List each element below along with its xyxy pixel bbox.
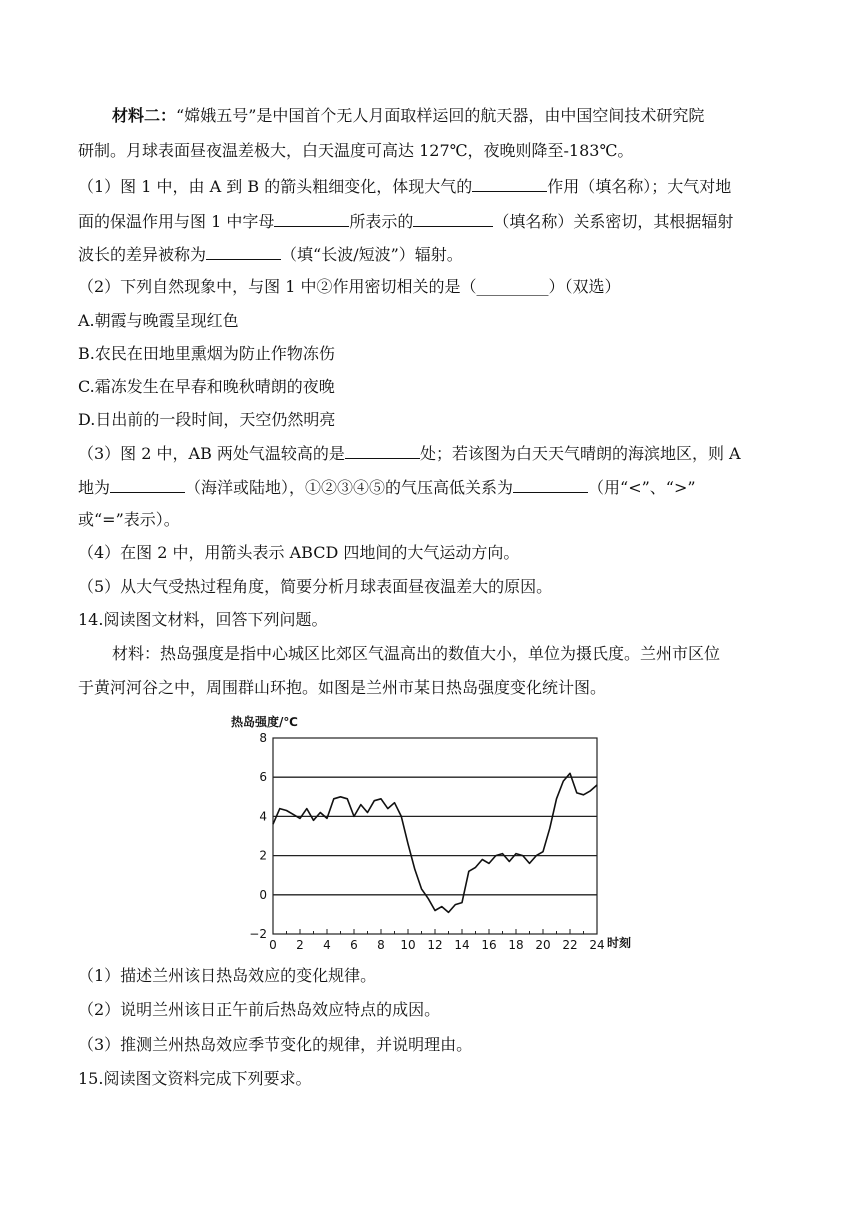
q3-line3: 或“=”表示）。 — [78, 510, 180, 529]
q1-line3: 波长的差异被称为 （填“长波/短波”）辐射。 — [78, 245, 463, 264]
y-tick-label: −2 — [249, 927, 267, 941]
x-tick-label: 12 — [427, 938, 443, 952]
q14-sub2: （2）说明兰州该日正午前后热岛效应特点的成因。 — [78, 1000, 441, 1019]
x-tick-label: 18 — [508, 938, 524, 952]
q14-title: 14.阅读图文材料，回答下列问题。 — [78, 610, 328, 629]
y-tick-label: 8 — [259, 731, 267, 745]
answer-blank[interactable] — [110, 477, 185, 493]
plot-frame — [273, 738, 597, 934]
x-tick-label: 20 — [535, 938, 551, 952]
q14-material-line1: 材料：热岛强度是指中心城区比郊区气温高出的数值大小，单位为摄氏度。兰州市区位 — [112, 644, 721, 663]
y-tick-label: 2 — [259, 848, 267, 863]
material2-label: 材料二： — [112, 106, 177, 125]
answer-blank[interactable] — [206, 244, 281, 260]
answer-blank[interactable] — [274, 211, 349, 227]
material2-line1: 材料二：“嫦娥五号”是中国首个无人月面取样运回的航天器，由中国空间技术研究院 — [112, 106, 705, 125]
x-tick-label: 22 — [562, 938, 578, 952]
x-tick-label: 4 — [323, 938, 331, 952]
y-tick-label: 4 — [259, 809, 267, 824]
y-axis-label: 热岛强度/℃ — [231, 715, 298, 729]
q15-title: 15.阅读图文资料完成下列要求。 — [78, 1069, 312, 1088]
q5-text: （5）从大气受热过程角度，简要分析月球表面昼夜温差大的原因。 — [78, 577, 553, 596]
series-line — [273, 773, 597, 912]
q2-option-b: B.农民在田地里熏烟为防止作物冻伤 — [78, 344, 335, 363]
x-tick-label: 0 — [269, 938, 277, 952]
q2-stem: （2）下列自然现象中，与图 1 中②作用密切相关的是（_________）（双选） — [78, 277, 621, 296]
q2-option-d: D.日出前的一段时间，天空仍然明亮 — [78, 410, 336, 429]
x-tick-label: 10 — [400, 938, 416, 952]
q14-sub1: （1）描述兰州该日热岛效应的变化规律。 — [78, 966, 377, 985]
q2-option-c: C.霜冻发生在早春和晚秋晴朗的夜晚 — [78, 377, 335, 396]
x-tick-label: 16 — [481, 938, 497, 952]
x-axis-label: 时刻 — [607, 936, 632, 950]
material2-line2: 研制。月球表面昼夜温差极大，白天温度可高达 127℃，夜晚则降至-183℃。 — [78, 141, 634, 160]
q3-line1: （3）图 2 中，AB 两处气温较高的是 处；若该图为白天天气晴朗的海滨地区，则 A — [78, 444, 741, 463]
answer-blank[interactable] — [413, 211, 493, 227]
x-tick-label: 24 — [589, 938, 605, 952]
answer-blank[interactable] — [513, 477, 588, 493]
answer-blank[interactable] — [345, 443, 420, 459]
x-tick-label: 14 — [454, 938, 470, 952]
q1-line1: （1）图 1 中，由 A 到 B 的箭头粗细变化，体现大气的 作用（填名称）；大气对地 — [78, 177, 732, 196]
x-tick-label: 6 — [350, 938, 358, 952]
q3-line2: 地为 （海洋或陆地），①②③④⑤的气压高低关系为 （用“<”、“>” — [78, 478, 696, 497]
q14-material-line2: 于黄河河谷之中，周围群山环抱。如图是兰州市某日热岛强度变化统计图。 — [78, 678, 607, 697]
x-tick-label: 8 — [377, 938, 385, 952]
answer-blank[interactable] — [472, 176, 547, 192]
heat-island-chart — [225, 710, 645, 955]
q1-line2: 面的保温作用与图 1 中字母 所表示的 （填名称）关系密切，其根据辐射 — [78, 212, 734, 231]
y-tick-label: 0 — [259, 887, 267, 902]
x-tick-label: 2 — [296, 938, 304, 952]
q14-sub3: （3）推测兰州热岛效应季节变化的规律，并说明理由。 — [78, 1035, 473, 1054]
y-tick-label: 6 — [259, 770, 267, 785]
q2-option-a: A.朝霞与晚霞呈现红色 — [78, 311, 239, 330]
q4-text: （4）在图 2 中，用箭头表示 ABCD 四地间的大气运动方向。 — [78, 543, 520, 562]
